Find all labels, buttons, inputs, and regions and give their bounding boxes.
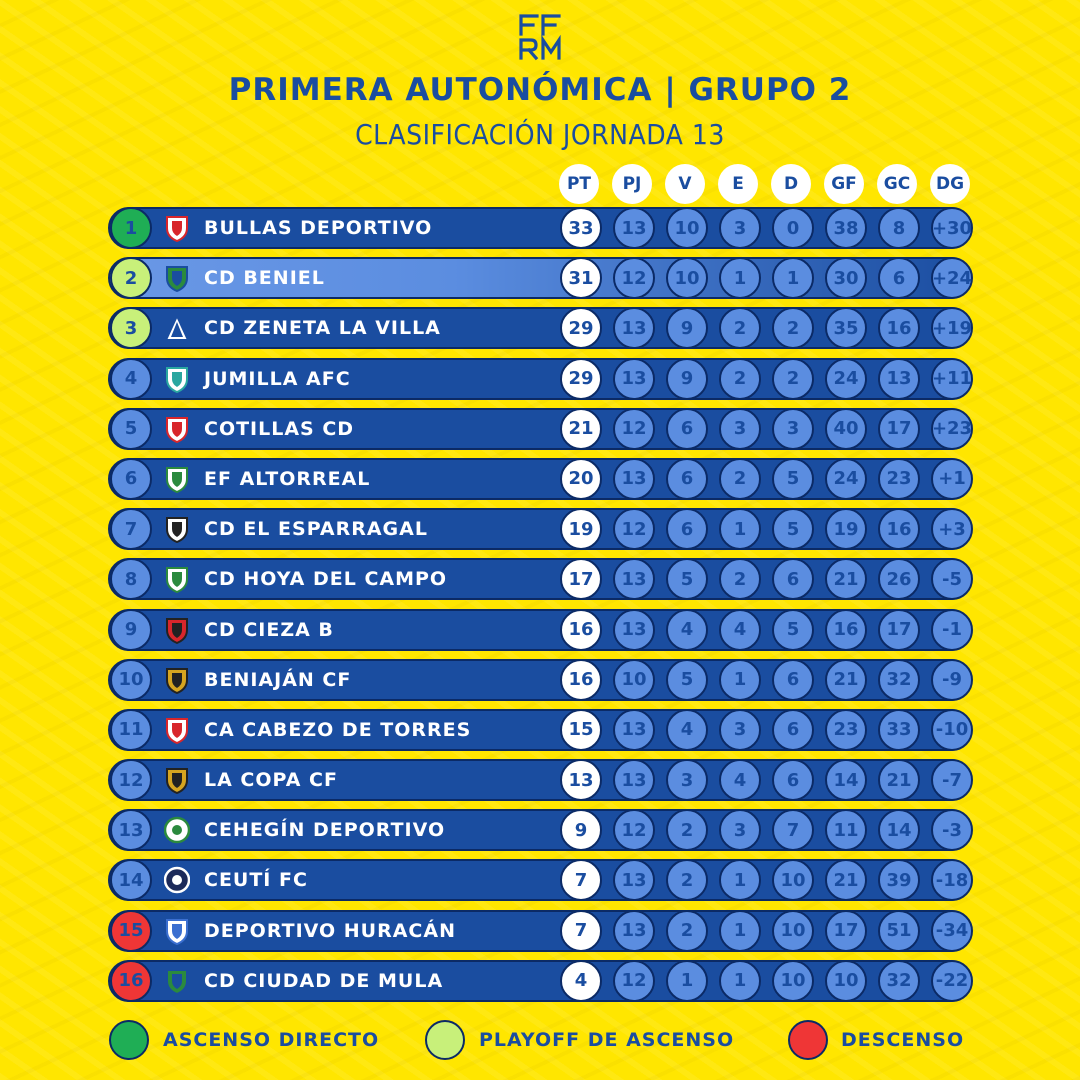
stat-pt: 20 (560, 458, 602, 500)
stat-v: 2 (666, 809, 708, 851)
column-header-gc: GC (877, 164, 917, 204)
team-crest-icon (164, 214, 190, 242)
stat-d: 7 (772, 809, 814, 851)
stat-dg: +11 (931, 358, 973, 400)
stat-pj: 12 (613, 408, 655, 450)
stat-e: 2 (719, 458, 761, 500)
stat-pt: 7 (560, 859, 602, 901)
stat-dg: +24 (931, 257, 973, 299)
team-crest-icon (164, 616, 190, 644)
stat-v: 6 (666, 458, 708, 500)
stat-d: 6 (772, 759, 814, 801)
stat-gf: 38 (825, 207, 867, 249)
stat-pt: 4 (560, 960, 602, 1002)
stat-pj: 13 (613, 307, 655, 349)
position-badge: 9 (110, 609, 152, 651)
team-name: CA CABEZO DE TORRES (204, 718, 472, 741)
position-badge: 13 (110, 809, 152, 851)
stat-gf: 23 (825, 709, 867, 751)
stat-gc: 23 (878, 458, 920, 500)
stat-e: 1 (719, 659, 761, 701)
position-badge: 5 (110, 408, 152, 450)
stat-gf: 14 (825, 759, 867, 801)
stat-gc: 14 (878, 809, 920, 851)
team-name: BENIAJÁN CF (204, 668, 352, 691)
team-name: BULLAS DEPORTIVO (204, 217, 433, 239)
stat-pj: 13 (613, 358, 655, 400)
stat-e: 4 (719, 759, 761, 801)
table-row (108, 558, 972, 600)
column-header-dg: DG (930, 164, 970, 204)
team-crest-icon (164, 465, 190, 493)
table-row (108, 609, 972, 651)
table-row (108, 859, 972, 901)
column-header-v: V (665, 164, 705, 204)
legend (0, 1020, 1080, 1064)
stat-pt: 19 (560, 508, 602, 550)
table-row (108, 307, 972, 349)
legend-dot-playoff (425, 1020, 465, 1060)
stat-v: 10 (666, 207, 708, 249)
stat-d: 2 (772, 358, 814, 400)
legend-label: PLAYOFF DE ASCENSO (479, 1029, 735, 1051)
team-name: CD CIUDAD DE MULA (204, 969, 444, 992)
stat-gf: 24 (825, 458, 867, 500)
stat-e: 2 (719, 307, 761, 349)
stat-gf: 35 (825, 307, 867, 349)
ffrm-logo (515, 12, 565, 62)
legend-dot-descenso (788, 1020, 828, 1060)
table-row (108, 960, 972, 1002)
stat-pt: 17 (560, 558, 602, 600)
position-badge: 12 (110, 759, 152, 801)
stat-e: 3 (719, 207, 761, 249)
stat-pj: 13 (613, 558, 655, 600)
position-badge: 14 (110, 859, 152, 901)
stat-gc: 39 (878, 859, 920, 901)
stat-pt: 7 (560, 910, 602, 952)
team-crest-icon (164, 314, 190, 342)
team-name: CD BENIEL (204, 267, 325, 290)
stat-v: 6 (666, 508, 708, 550)
stat-gc: 26 (878, 558, 920, 600)
stat-gf: 30 (825, 257, 867, 299)
team-crest-icon (164, 264, 190, 292)
table-row (108, 910, 972, 952)
stat-pt: 15 (560, 709, 602, 751)
team-crest-icon (164, 415, 190, 443)
position-badge: 15 (110, 910, 152, 952)
stat-gc: 6 (878, 257, 920, 299)
stat-dg: -5 (931, 558, 973, 600)
column-header-e: E (718, 164, 758, 204)
table-row (108, 257, 972, 299)
table-row (108, 207, 972, 249)
column-header-pt: PT (559, 164, 599, 204)
table-row (108, 809, 972, 851)
team-crest-icon (164, 565, 190, 593)
stat-pj: 13 (613, 458, 655, 500)
stat-v: 4 (666, 709, 708, 751)
position-badge: 1 (110, 207, 152, 249)
stat-gc: 21 (878, 759, 920, 801)
stat-v: 2 (666, 859, 708, 901)
stat-pt: 31 (560, 257, 602, 299)
team-crest-icon (164, 515, 190, 543)
stat-gc: 32 (878, 659, 920, 701)
stat-gf: 21 (825, 659, 867, 701)
table-row (108, 508, 972, 550)
stat-e: 1 (719, 910, 761, 952)
stat-gc: 51 (878, 910, 920, 952)
stat-d: 1 (772, 257, 814, 299)
stat-pj: 12 (613, 809, 655, 851)
team-name: COTILLAS CD (204, 417, 355, 440)
stat-dg: -22 (931, 960, 973, 1002)
stat-pj: 10 (613, 659, 655, 701)
stat-d: 6 (772, 558, 814, 600)
stat-e: 1 (719, 508, 761, 550)
stat-dg: +3 (931, 508, 973, 550)
position-badge: 6 (110, 458, 152, 500)
stat-pt: 21 (560, 408, 602, 450)
stat-dg: -10 (931, 709, 973, 751)
stat-gf: 21 (825, 558, 867, 600)
team-crest-icon (164, 866, 190, 894)
column-header-gf: GF (824, 164, 864, 204)
standings-table (108, 207, 972, 1010)
stat-gf: 24 (825, 358, 867, 400)
position-badge: 7 (110, 508, 152, 550)
stat-pt: 9 (560, 809, 602, 851)
stat-d: 5 (772, 458, 814, 500)
position-badge: 11 (110, 709, 152, 751)
team-name: CD CIEZA B (204, 618, 334, 641)
stat-pj: 12 (613, 960, 655, 1002)
table-row (108, 408, 972, 450)
team-name: CD EL ESPARRAGAL (204, 518, 428, 541)
stat-d: 10 (772, 859, 814, 901)
table-row (108, 358, 972, 400)
stat-v: 6 (666, 408, 708, 450)
stat-pj: 13 (613, 859, 655, 901)
table-row (108, 659, 972, 701)
stat-e: 1 (719, 257, 761, 299)
position-badge: 2 (110, 257, 152, 299)
stat-v: 5 (666, 558, 708, 600)
stat-gc: 17 (878, 609, 920, 651)
stat-e: 1 (719, 859, 761, 901)
team-crest-icon (164, 716, 190, 744)
stat-v: 9 (666, 307, 708, 349)
stat-dg: -7 (931, 759, 973, 801)
stat-gc: 16 (878, 307, 920, 349)
stat-dg: -9 (931, 659, 973, 701)
team-name: CEHEGÍN DEPORTIVO (204, 819, 446, 842)
team-name: LA COPA CF (204, 769, 338, 792)
stat-d: 10 (772, 960, 814, 1002)
stat-gc: 17 (878, 408, 920, 450)
position-badge: 4 (110, 358, 152, 400)
table-row (108, 709, 972, 751)
team-name: DEPORTIVO HURACÁN (204, 919, 456, 942)
team-crest-icon (164, 917, 190, 945)
stat-e: 3 (719, 809, 761, 851)
team-crest-icon (164, 365, 190, 393)
stat-pj: 13 (613, 207, 655, 249)
stat-dg: +30 (931, 207, 973, 249)
stat-dg: -18 (931, 859, 973, 901)
stat-v: 10 (666, 257, 708, 299)
stat-dg: -1 (931, 609, 973, 651)
stat-d: 5 (772, 609, 814, 651)
stat-pj: 13 (613, 709, 655, 751)
stat-pt: 13 (560, 759, 602, 801)
stat-pt: 29 (560, 307, 602, 349)
table-row (108, 458, 972, 500)
stat-dg: -3 (931, 809, 973, 851)
stat-d: 5 (772, 508, 814, 550)
position-badge: 10 (110, 659, 152, 701)
stat-v: 1 (666, 960, 708, 1002)
stat-gc: 16 (878, 508, 920, 550)
position-badge: 3 (110, 307, 152, 349)
stat-dg: +1 (931, 458, 973, 500)
position-badge: 16 (110, 960, 152, 1002)
team-crest-icon (164, 967, 190, 995)
team-name: JUMILLA AFC (204, 367, 351, 390)
team-name: CEUTÍ FC (204, 869, 308, 892)
position-badge: 8 (110, 558, 152, 600)
stat-gf: 17 (825, 910, 867, 952)
stat-pt: 16 (560, 659, 602, 701)
column-header-d: D (771, 164, 811, 204)
stat-d: 2 (772, 307, 814, 349)
table-row (108, 759, 972, 801)
stat-e: 3 (719, 709, 761, 751)
page-subtitle: CLASIFICACIÓN JORNADA 13 (355, 118, 725, 151)
team-name: CD HOYA DEL CAMPO (204, 568, 448, 591)
stat-pt: 29 (560, 358, 602, 400)
stat-d: 3 (772, 408, 814, 450)
column-headers (0, 164, 1080, 204)
stat-gf: 10 (825, 960, 867, 1002)
stat-e: 4 (719, 609, 761, 651)
legend-label: ASCENSO DIRECTO (163, 1029, 380, 1051)
stat-pt: 33 (560, 207, 602, 249)
stat-pj: 13 (613, 609, 655, 651)
stat-d: 6 (772, 659, 814, 701)
stat-pj: 13 (613, 910, 655, 952)
stat-gf: 11 (825, 809, 867, 851)
stat-v: 4 (666, 609, 708, 651)
stat-v: 9 (666, 358, 708, 400)
page-title: PRIMERA AUTONÓMICA | GRUPO 2 (228, 72, 852, 108)
stat-e: 1 (719, 960, 761, 1002)
stat-gc: 32 (878, 960, 920, 1002)
stat-e: 2 (719, 358, 761, 400)
stat-pj: 12 (613, 257, 655, 299)
stat-pj: 13 (613, 759, 655, 801)
stat-dg: +23 (931, 408, 973, 450)
stat-gf: 21 (825, 859, 867, 901)
column-header-pj: PJ (612, 164, 652, 204)
stat-d: 0 (772, 207, 814, 249)
stat-gf: 19 (825, 508, 867, 550)
stat-gf: 40 (825, 408, 867, 450)
legend-dot-ascenso-directo (109, 1020, 149, 1060)
stat-dg: -34 (931, 910, 973, 952)
stat-pj: 12 (613, 508, 655, 550)
stat-gc: 8 (878, 207, 920, 249)
stat-gc: 13 (878, 358, 920, 400)
team-crest-icon (164, 666, 190, 694)
stat-dg: +19 (931, 307, 973, 349)
stat-e: 2 (719, 558, 761, 600)
team-crest-icon (164, 816, 190, 844)
stat-v: 3 (666, 759, 708, 801)
stat-d: 10 (772, 910, 814, 952)
team-name: EF ALTORREAL (204, 467, 371, 490)
stat-pt: 16 (560, 609, 602, 651)
team-crest-icon (164, 766, 190, 794)
stat-d: 6 (772, 709, 814, 751)
stat-v: 2 (666, 910, 708, 952)
legend-label: DESCENSO (841, 1029, 965, 1051)
stat-gf: 16 (825, 609, 867, 651)
stat-e: 3 (719, 408, 761, 450)
team-name: CD ZENETA LA VILLA (204, 317, 441, 340)
stat-v: 5 (666, 659, 708, 701)
stat-gc: 33 (878, 709, 920, 751)
